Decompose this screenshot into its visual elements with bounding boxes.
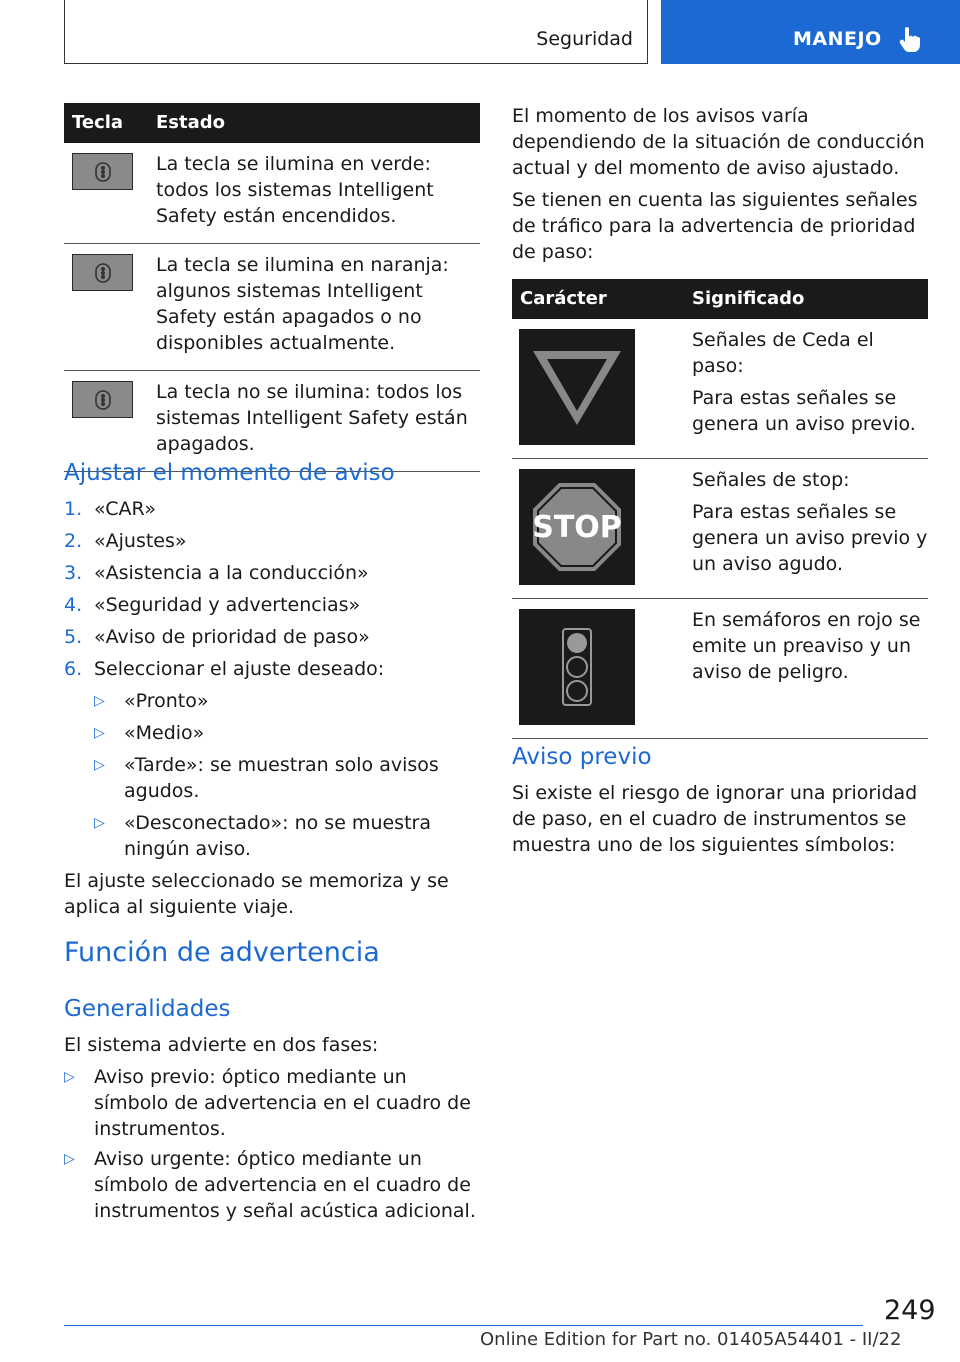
chapter-tab[interactable] [661,0,960,64]
signs-intro-paragraph: Se tienen en cuenta las siguientes señales de tráfico para la advertencia de prioridad de paso: [512,189,918,263]
sign-meaning-title: Señales de stop: [692,469,850,491]
safety-key-off-icon [72,381,133,418]
table-header-key: Tecla [64,103,148,143]
stop-sign-label: STOP [532,510,622,545]
footer-edition: Online Edition for Part no. 01405A54401 - II/22 [480,1329,902,1350]
safety-key-orange-icon [72,254,133,291]
table-row [64,244,480,371]
header-section-box [64,0,648,64]
pre-warning-text: Si existe el riesgo de ignorar una prioridad de paso, en el cuadro de instrumentos se muestra uno de los siguientes símbolos: [512,782,918,856]
table-row [512,459,928,599]
safety-key-green-icon [72,153,133,190]
list-item: ▷ Aviso urgente: óptico mediante un símbolo de advertencia en el cuadro de instrumentos y señal acústica adicional. [64,1148,476,1222]
general-subheading: Generalidades [64,996,231,1022]
option-item: ▷ «Medio» [94,722,205,744]
sign-meaning-detail: Para estas señales se genera un aviso previo. [692,387,916,435]
hand-pointer-icon [899,26,921,52]
pre-warning-heading: Aviso previo [512,744,652,770]
table-row [64,371,480,472]
table-row [512,319,928,459]
table-row [512,599,928,739]
table-header-state: Estado [148,103,480,143]
chapter-tab-label: MANEJO [793,28,882,50]
warning-heading: Función de advertencia [64,937,380,968]
option-item: ▷ «Pronto» [94,690,209,712]
option-item: ▷ «Desconectado»: no se muestra ningún aviso. [94,812,431,860]
stop-sign-icon [519,469,635,585]
page-number: 249 [884,1295,936,1326]
traffic-light-icon [519,609,635,725]
option-item: ▷ «Tarde»: se muestran solo avisos agudos. [94,754,439,802]
table-header-character: Carácter [512,279,684,319]
list-item: ▷ Aviso previo: óptico mediante un símbolo de advertencia en el cuadro de instrumentos. [64,1066,471,1140]
sign-meaning-title: En semáforos en rojo se emite un preaviso y un aviso de peligro. [692,609,921,683]
sign-meaning-detail: Para estas señales se genera un aviso previo y un aviso agudo. [692,501,928,575]
signs-table [512,279,928,739]
adjust-heading: Ajustar el momento de aviso [64,460,395,486]
warning-intro: El sistema advierte en dos fases: [64,1034,379,1056]
left-column [64,103,480,472]
key-state-text: La tecla se ilumina en naranja: algunos sistemas Intelligent Safety están apagados o no disponibles actualmente. [148,244,480,371]
key-status-table [64,103,480,472]
key-state-text: La tecla no se ilumina: todos los sistemas Intelligent Safety están apagados. [148,371,480,472]
adjust-note: El ajuste seleccionado se memoriza y se aplica al siguiente viaje. [64,870,449,918]
table-header-meaning: Significado [684,279,928,319]
key-state-text: La tecla se ilumina en verde: todos los sistemas Intelligent Safety están encendidos. [148,143,480,244]
sign-meaning-title: Señales de Ceda el paso: [692,329,874,377]
timing-paragraph: El momento de los avisos varía dependiendo de la situación de conducción actual y del momento de aviso ajustado. [512,105,925,179]
section-title: Seguridad [536,28,633,50]
yield-sign-icon [519,329,635,445]
right-column [512,103,928,739]
footer-divider [64,1325,863,1326]
table-row [64,143,480,244]
